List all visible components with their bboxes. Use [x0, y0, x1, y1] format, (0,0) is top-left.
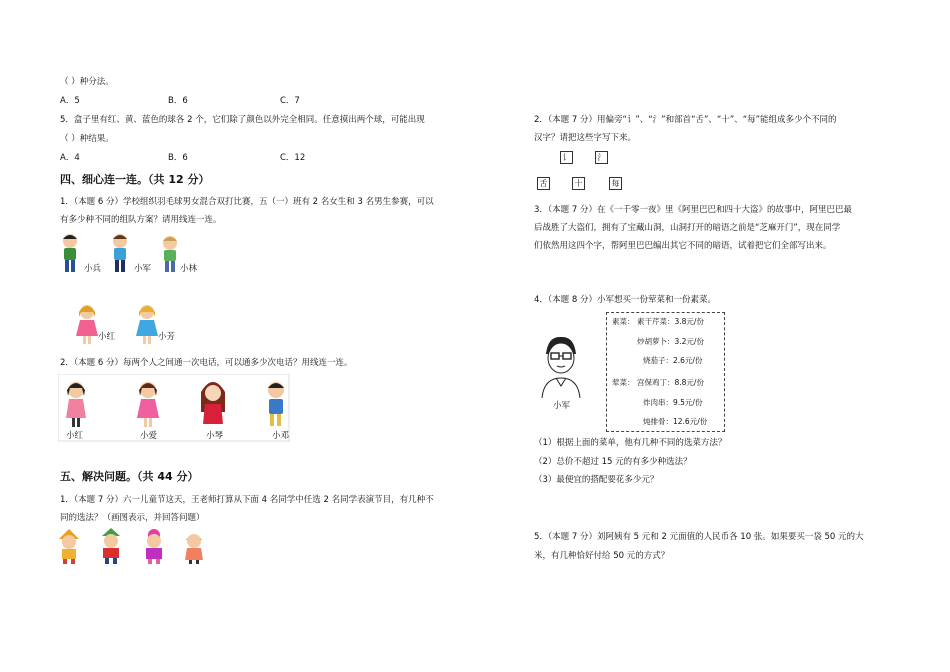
kid-xiaohong-image — [62, 378, 90, 428]
student-3-image — [140, 528, 168, 564]
s5q1-text-2: 同的选法？（画图表示，并回答问题） — [60, 513, 205, 523]
girl-label-2: 小芳 — [158, 332, 176, 342]
s4q1-text-1: 1．（本题 6 分）学校组织羽毛球男女混合双打比赛，五（一）班有 2 名女生和 3 名男生参赛，可以 — [60, 197, 434, 207]
r-q3-text-1: 3．（本题 7 分）在《一千零一夜》里《阿里巴巴和四十大盗》的故事中，阿里巴巴最 — [534, 205, 852, 215]
student-2-image — [96, 528, 126, 564]
section-4-title: 四、细心连一连。（共 12 分） — [60, 173, 210, 186]
s4q1-text-2: 有多少种不同的组队方案？请用线连一连。 — [60, 215, 222, 225]
veg-item-3: 烧茄子：2.6元/份 — [643, 356, 703, 365]
s4q2-text: 2．（本题 6 分）每两个人之间通一次电话，可以通多少次电话？用线连一连。 — [60, 358, 353, 368]
boy-name-label: 小军 — [553, 401, 571, 411]
boy-label-2: 小军 — [134, 264, 152, 274]
r-q5-text-1: 5．（本题 7 分）刘阿姨有 5 元和 2 元面值的人民币各 10 张。如果要买一袋 50 元的大 — [534, 532, 864, 542]
q5-text-2: （ ）种结果。 — [60, 134, 114, 144]
s5q1-text-1: 1．（本题 7 分）六一儿童节这天，王老师打算从下面 4 名同学中任选 2 名同学表演节目，有几种不 — [60, 495, 434, 505]
kid-label-1: 小红 — [66, 431, 84, 441]
q5-choice-b: B．6 — [168, 153, 188, 163]
radical-box-1: 讠 — [560, 151, 573, 164]
q5-choice-c: C．12 — [280, 153, 306, 163]
kid-label-4: 小邓 — [272, 431, 290, 441]
kid-xiaodeng-image — [262, 378, 290, 428]
boy-xiaojun-image — [108, 232, 132, 274]
meat-item-2: 炸肉串：9.5元/份 — [643, 398, 703, 407]
veg-item-1: 素干芹菜：3.8元/份 — [637, 317, 704, 326]
r-q4-sub-1: （1）根据上面的菜单，他有几种不同的选菜方法？ — [534, 438, 727, 448]
q5-choice-a: A．4 — [60, 153, 80, 163]
r-q2-text-2: 汉字？请把这些字写下来。 — [534, 133, 637, 143]
kid-label-2: 小爱 — [140, 431, 158, 441]
q4-blank-line: （ ）种分法。 — [60, 77, 114, 87]
boy-label-3: 小林 — [180, 264, 198, 274]
section-5-title: 五、解决问题。（共 44 分） — [60, 470, 199, 483]
part-box-3: 每 — [609, 177, 622, 190]
student-4-image — [180, 528, 208, 564]
boy-glasses-image — [538, 334, 584, 400]
q4-choice-c: C．7 — [280, 96, 300, 106]
boy-label-1: 小兵 — [84, 264, 102, 274]
r-q3-text-2: 后战胜了大盗们，拥有了宝藏山洞，山洞打开的暗语之前是“芝麻开门”，现在同学 — [534, 223, 841, 233]
meat-item-3: 炖排骨：12.6元/份 — [643, 417, 708, 426]
r-q4-sub-2: （2）总价不超过 15 元的有多少种选法？ — [534, 457, 692, 467]
q5-text-1: 5．盒子里有红、黄、蓝色的球各 2 个，它们除了颜色以外完全相同。任意摸出两个球，可能出现 — [60, 115, 425, 125]
meat-item-1: 宫保鸡丁：8.8元/份 — [637, 378, 704, 387]
part-box-1: 舌 — [537, 177, 550, 190]
radical-box-2: 氵 — [595, 151, 608, 164]
r-q4-sub-3: （3）最便宜的搭配要花多少元？ — [534, 475, 659, 485]
part-box-2: 十 — [572, 177, 585, 190]
girl-xiaohong-image — [74, 303, 100, 345]
veg-item-2: 炒胡萝卜：3.2元/份 — [637, 337, 704, 346]
q4-choice-a: A．5 — [60, 96, 80, 106]
menu-box — [606, 312, 725, 432]
student-1-image — [55, 528, 83, 564]
boy-xiaobing-image — [58, 232, 82, 274]
r-q5-text-2: 米，有几种恰好付给 50 元的方式？ — [534, 551, 670, 561]
phone-kids-frame — [58, 374, 290, 442]
q4-choice-b: B．6 — [168, 96, 188, 106]
r-q3-text-3: 们依然用这四个字，帮阿里巴巴编出其它不同的暗语，试着把它们全部写出来。 — [534, 241, 832, 251]
kid-xiaoai-image — [134, 378, 162, 428]
meat-label: 荤菜： — [612, 378, 635, 387]
kid-xiaoqin-image — [198, 378, 228, 428]
girl-label-1: 小红 — [98, 332, 116, 342]
veg-label: 素菜： — [612, 317, 635, 326]
r-q2-text-1: 2．（本题 7 分）用偏旁“讠”、“氵”和部首“舌”、“十”、“每”能组成多少个不同的 — [534, 115, 837, 125]
r-q4-text: 4．（本题 8 分）小军想买一份荤菜和一份素菜。 — [534, 295, 716, 305]
boy-xiaolin-image — [158, 234, 182, 274]
girl-xiaofang-image — [134, 303, 160, 345]
kid-label-3: 小琴 — [206, 431, 224, 441]
